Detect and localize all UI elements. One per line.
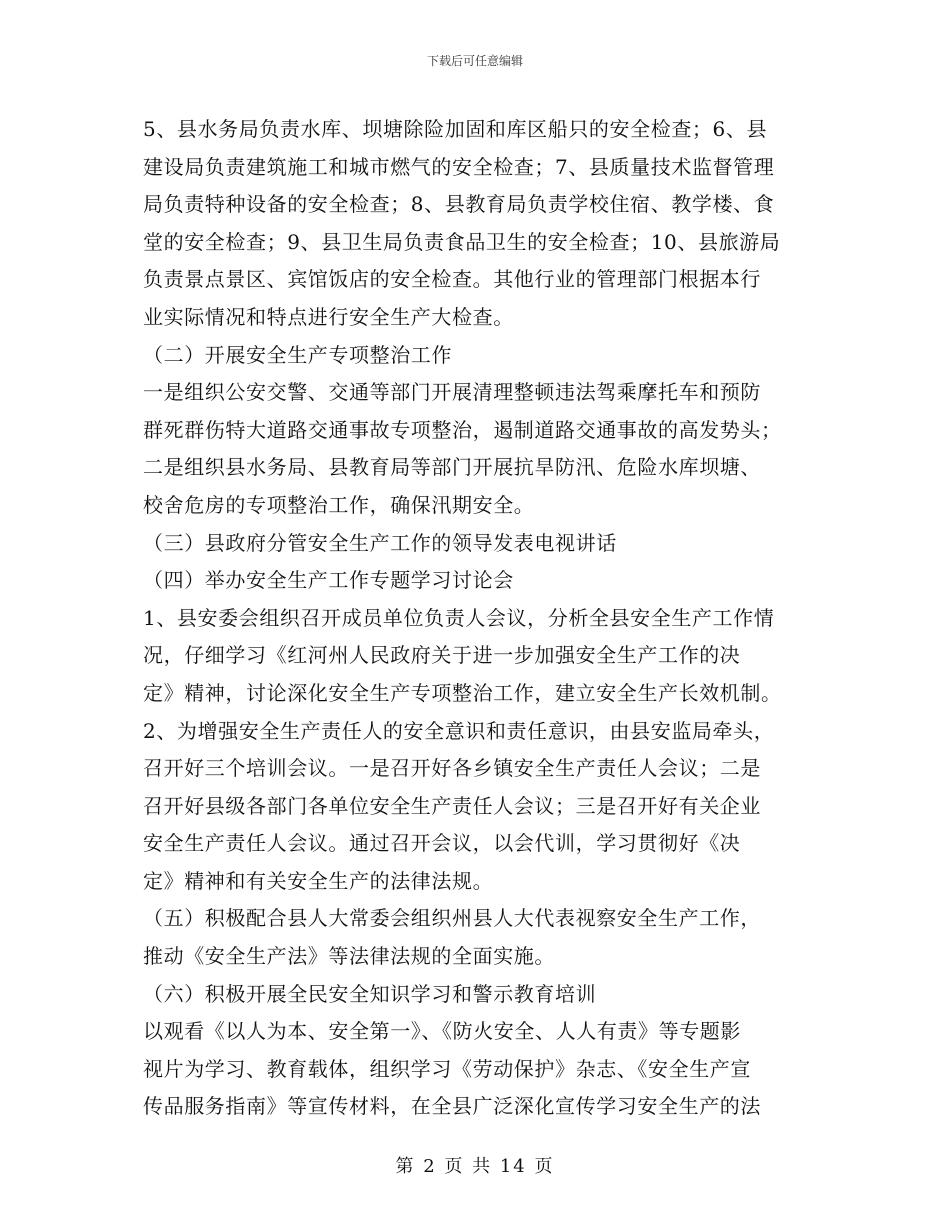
text-line: 建设局负责建筑施工和城市燃气的安全检查；7、县质量技术监督管理 <box>143 154 775 179</box>
text-line: 定》精神，讨论深化安全生产专项整治工作，建立安全生产长效机制。 <box>143 680 782 705</box>
text-line: 5、县水务局负责水库、坝塘除险加固和库区船只的安全检查；6、县 <box>143 117 768 141</box>
text-line: 业实际情况和特点进行安全生产大检查。 <box>143 304 514 329</box>
text-line: 堂的安全检查；9、县卫生局负责食品卫生的安全检查；10、县旅游局 <box>143 229 781 254</box>
text-line: 召开好县级各部门各单位安全生产责任人会议；三是召开好有关企业 <box>143 793 761 818</box>
text-line: 局负责特种设备的安全检查；8、县教育局负责学校住宿、教学楼、食 <box>143 192 775 217</box>
section-heading: （六）积极开展全民安全知识学习和警示教育培训 <box>143 981 597 1006</box>
page-header: 下载后可任意编辑 <box>426 54 523 68</box>
text-line: 安全生产责任人会议。通过召开会议，以会代训，学习贯彻好《决 <box>143 831 741 856</box>
page-number: 第 2 页 共 14 页 <box>395 1156 555 1177</box>
section-heading: （三）县政府分管安全生产工作的领导发表电视讲话 <box>143 530 617 555</box>
text-line: 定》精神和有关安全生产的法律法规。 <box>143 868 494 893</box>
text-line: 一是组织公安交警、交通等部门开展清理整顿违法驾乘摩托车和预防 <box>143 380 761 405</box>
text-line: 视片为学习、教育载体，组织学习《劳动保护》杂志、《安全生产宣 <box>143 1056 751 1081</box>
text-line: 校舍危房的专项整治工作，确保汛期安全。 <box>143 492 535 517</box>
text-line: 群死群伤特大道路交通事故专项整治，遏制道路交通事故的高发势头； <box>143 417 782 442</box>
section-heading: （四）举办安全生产工作专题学习讨论会 <box>143 568 514 593</box>
section-heading: （二）开展安全生产专项整治工作 <box>143 342 452 367</box>
text-line: 二是组织县水务局、县教育局等部门开展抗旱防汛、危险水库坝塘、 <box>143 455 761 480</box>
text-line: 负责景点景区、宾馆饭店的安全检查。其他行业的管理部门根据本行 <box>143 267 761 292</box>
text-line: 2、为增强安全生产责任人的安全意识和责任意识，由县安监局牵头， <box>143 718 775 743</box>
text-line: 以观看《以人为本、安全第一》、《防火安全、人人有责》等专题影 <box>143 1019 741 1044</box>
text-line: 召开好三个培训会议。一是召开好各乡镇安全生产责任人会议；二是 <box>143 756 761 781</box>
text-line: 1、县安委会组织召开成员单位负责人会议，分析全县安全生产工作情 <box>143 605 775 630</box>
section-heading: （五）积极配合县人大常委会组织州县人大代表视察安全生产工作， <box>143 906 761 931</box>
text-line: 推动《安全生产法》等法律法规的全面实施。 <box>143 944 555 969</box>
text-line: 况，仔细学习《红河州人民政府关于进一步加强安全生产工作的决 <box>143 643 741 668</box>
document-body <box>143 111 833 1126</box>
text-line: 传品服务指南》等宣传材料，在全县广泛深化宣传学习安全生产的法 <box>143 1094 761 1119</box>
